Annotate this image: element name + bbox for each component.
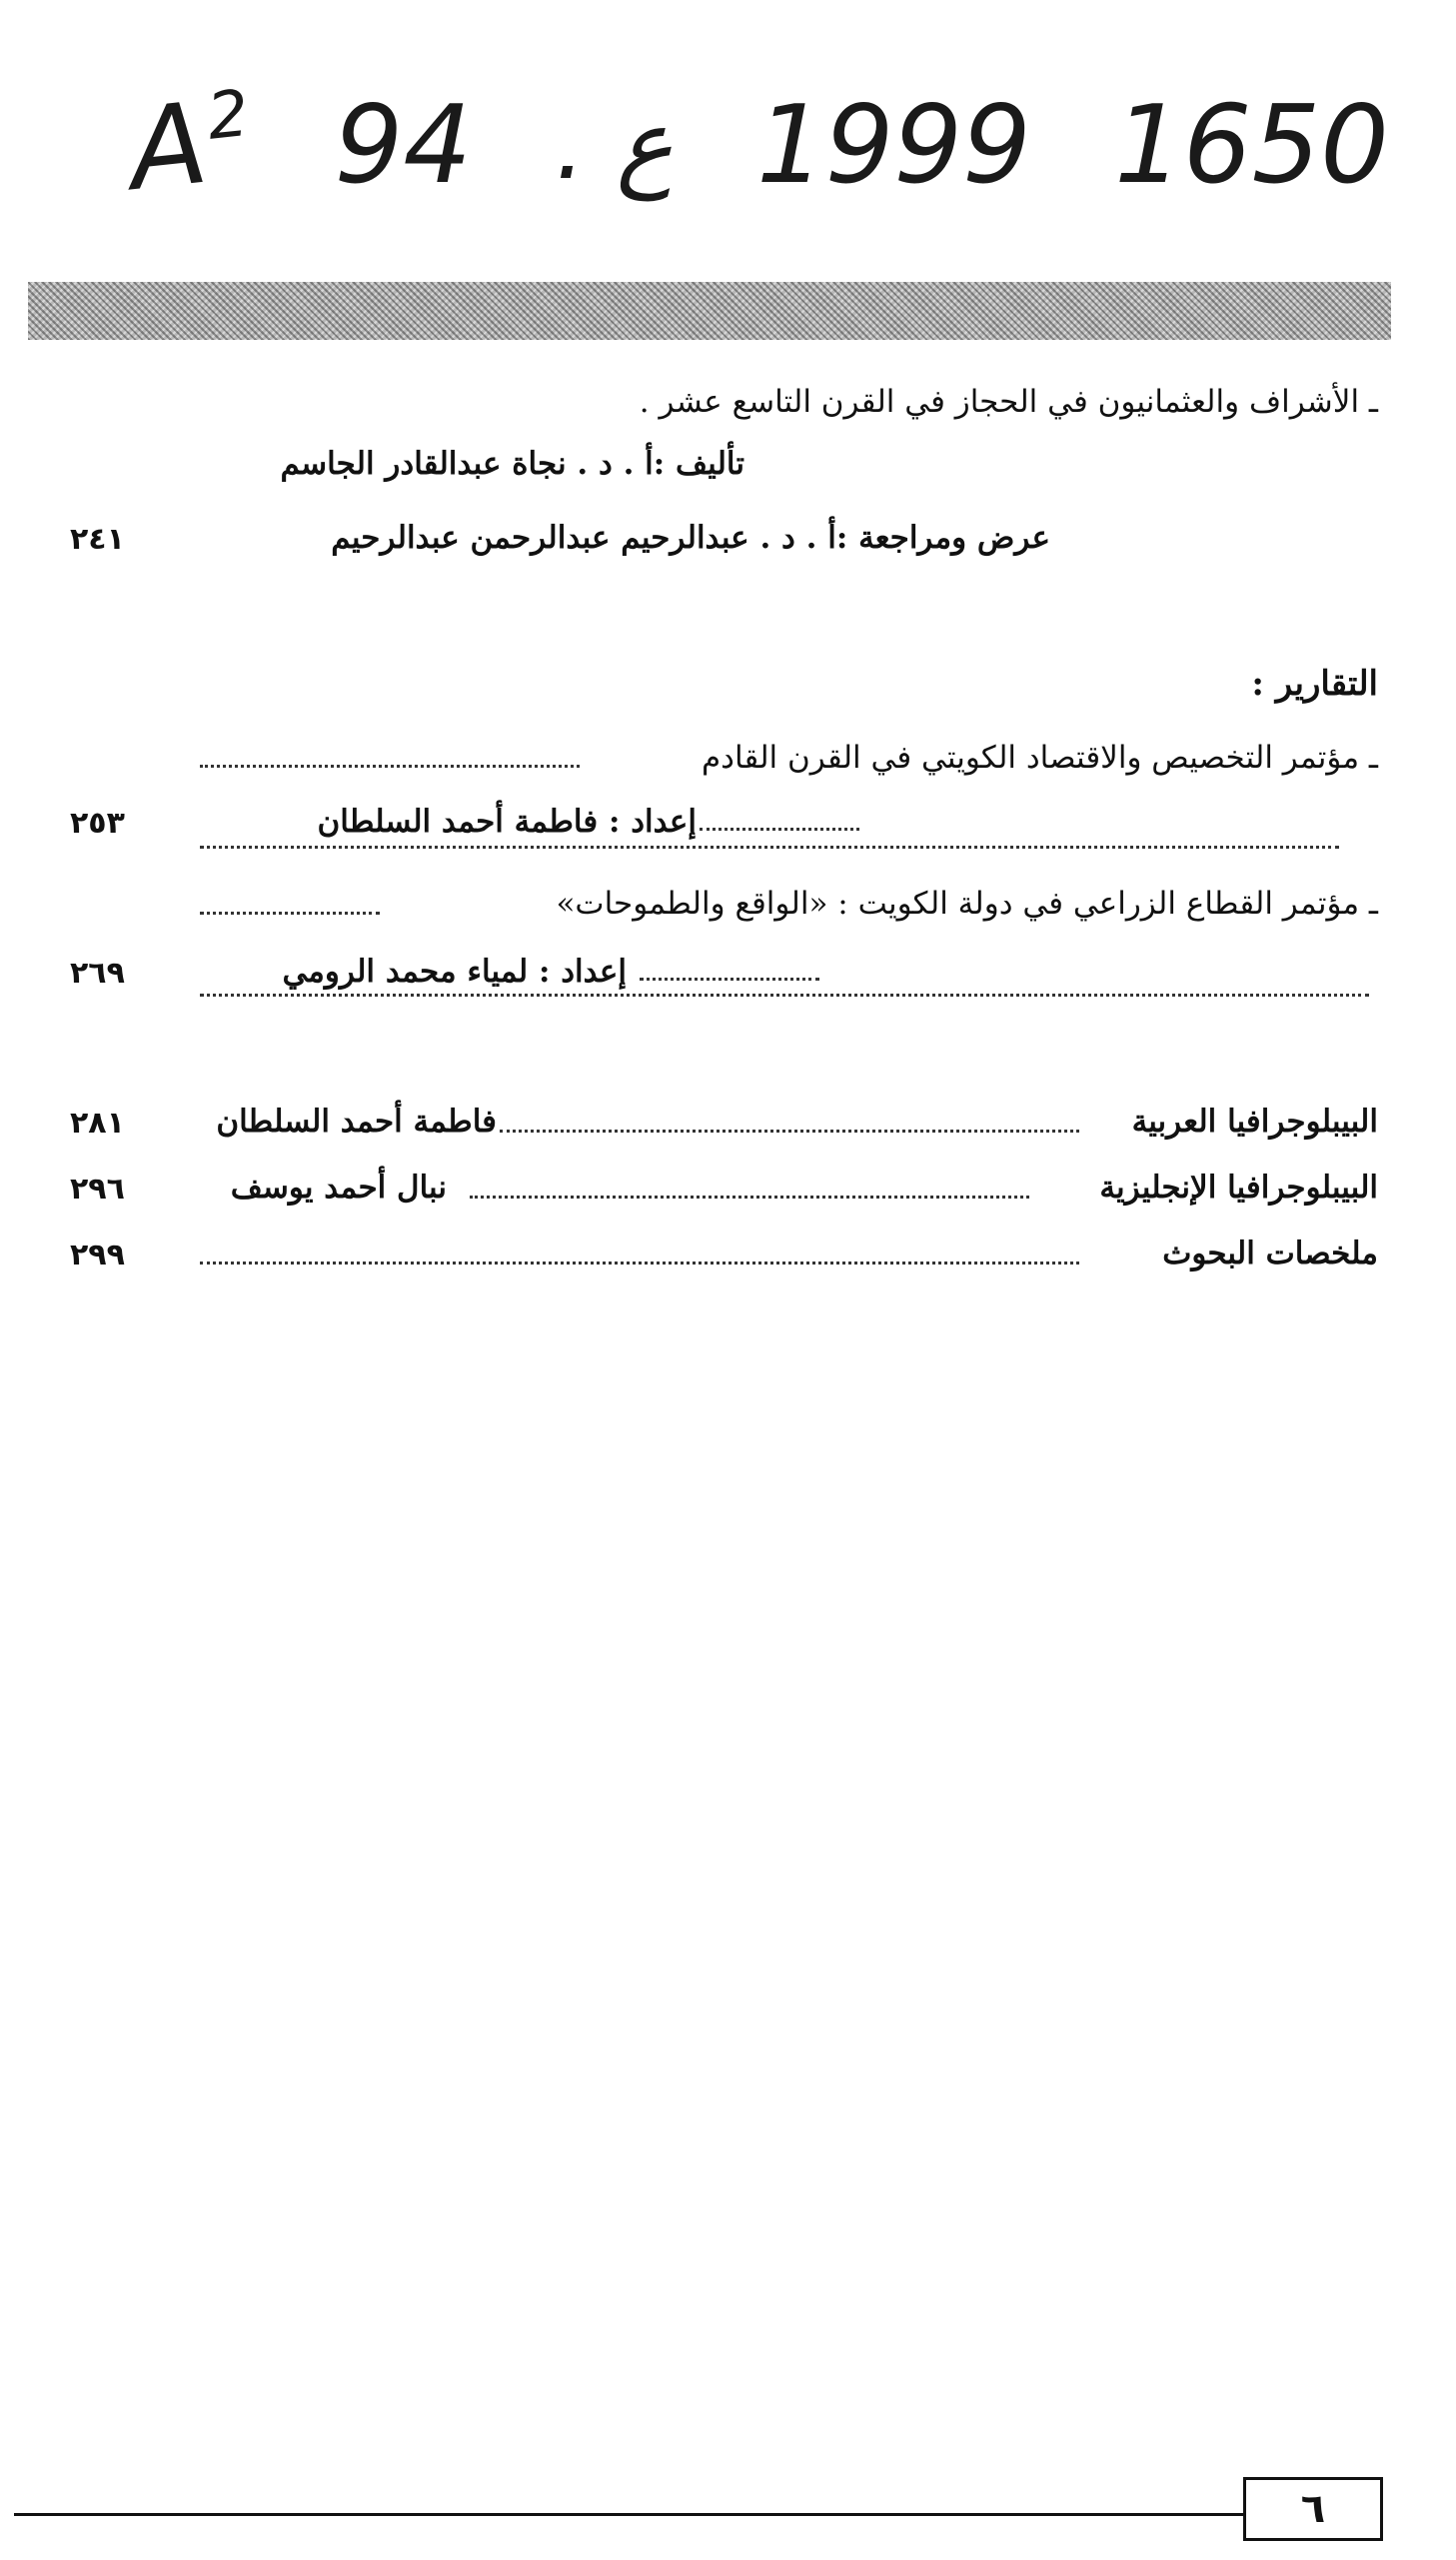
toc-entry-author: تأليف :أ . د . نجاة عبدالقادر الجاسم <box>280 446 744 482</box>
dot-leader <box>200 765 580 768</box>
toc-entry-author: إعداد : فاطمة أحمد السلطان <box>317 804 697 840</box>
dot-leader <box>200 1262 1079 1265</box>
toc-entry-title: ـ مؤتمر القطاع الزراعي في دولة الكويت : «الواقع والطموحات» <box>556 886 1378 922</box>
toc-entry-title: ـ الأشراف والعثمانيون في الحجاز في القرن التاسع عشر . <box>639 384 1378 420</box>
handwritten-issue-letter: . ع <box>555 89 674 201</box>
page-number: ٢٤١ <box>70 522 125 557</box>
toc-entry-title: ـ مؤتمر التخصيص والاقتصاد الكويتي في القرن القادم <box>701 740 1378 776</box>
page-number: ٢٩٦ <box>70 1172 125 1207</box>
dot-leader <box>200 912 380 915</box>
handwritten-code-letter: A <box>123 78 214 216</box>
toc-entry-title: البيبلوجرافيا الإنجليزية <box>1099 1170 1378 1206</box>
dot-leader <box>200 846 1339 849</box>
toc-entry-title: ملخصات البحوث <box>1162 1236 1378 1272</box>
toc-entry-reviewer: عرض ومراجعة :أ . د . عبدالرحيم عبدالرحمن عبدالرحيم <box>331 520 1050 556</box>
page-number: ٢٨١ <box>70 1106 125 1141</box>
toc-entry-author: فاطمة أحمد السلطان <box>216 1104 497 1140</box>
page-number: ٢٦٩ <box>70 956 125 991</box>
dot-leader <box>200 994 1369 997</box>
handwritten-year: 1999 <box>755 82 1031 208</box>
section-heading-reports: التقارير : <box>1251 664 1378 704</box>
page-number: ٢٥٣ <box>70 806 125 841</box>
toc-entry-author: إعداد : لمياء محمد الرومي <box>282 954 627 990</box>
handwritten-code-superscript: 2 <box>204 76 253 155</box>
toc-entry-title: البيبلوجرافيا العربية <box>1131 1104 1378 1140</box>
dot-leader <box>640 978 819 981</box>
toc-entry-author: نبال أحمد يوسف <box>230 1170 447 1206</box>
dot-leader <box>470 1196 1029 1199</box>
page-number: ٢٩٩ <box>70 1238 125 1273</box>
dot-leader <box>500 1130 1079 1133</box>
dot-leader <box>700 828 859 831</box>
handwritten-number-1650: 1650 <box>1114 82 1389 208</box>
handwritten-number-94: 94 <box>334 82 473 208</box>
footer-rule <box>14 2513 1243 2516</box>
page-number-box: ٦ <box>1243 2477 1383 2541</box>
